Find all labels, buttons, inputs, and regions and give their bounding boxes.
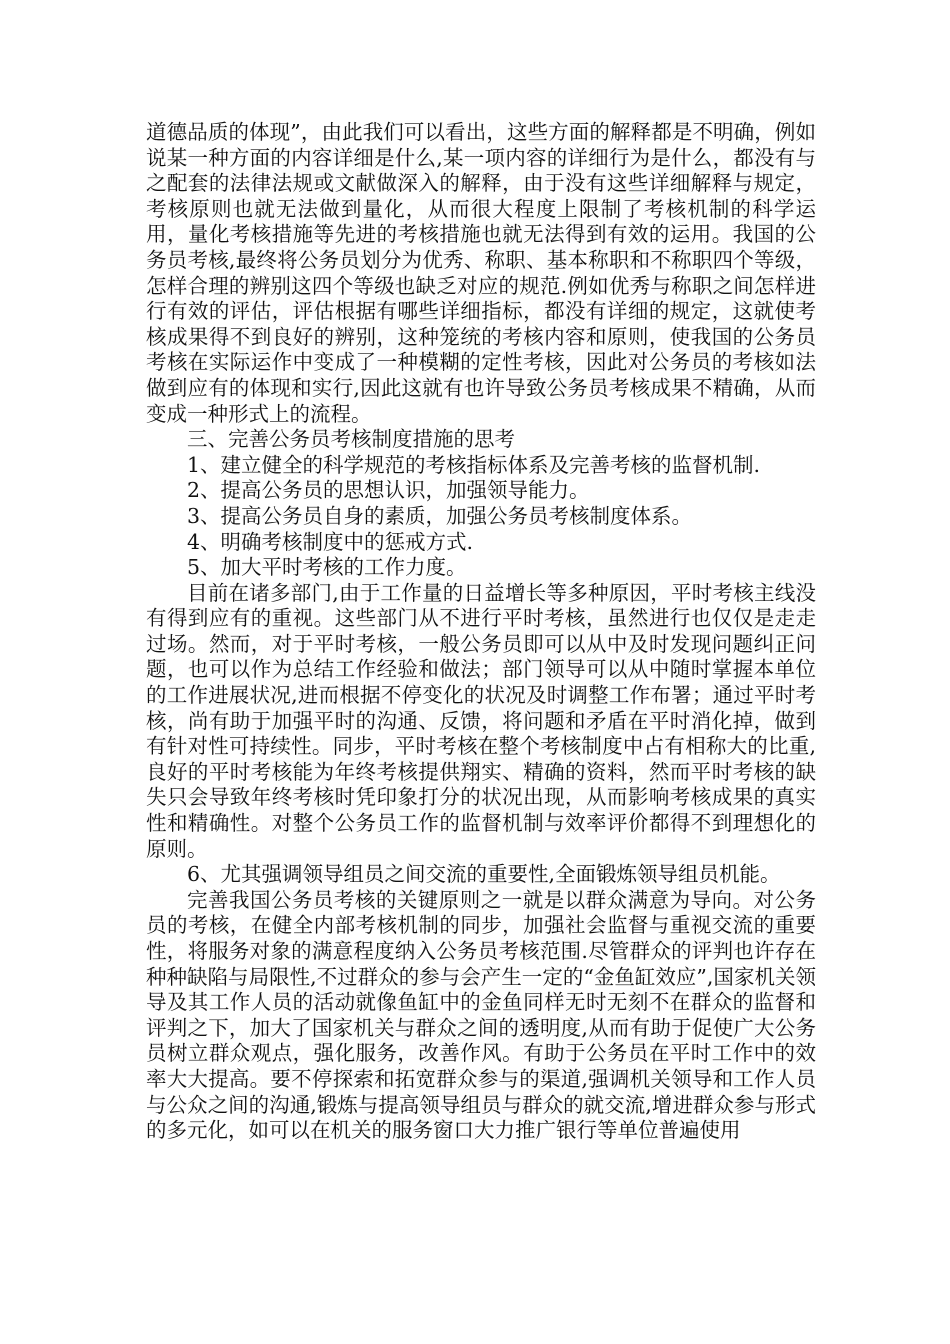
list-item: 3、提高公务员自身的素质，加强公务员考核制度体系。 <box>187 503 693 528</box>
list-item: 5、加大平时考核的工作力度。 <box>187 555 467 580</box>
list-item: 4、明确考核制度中的惩戒方式. <box>187 529 474 554</box>
list-item: 2、提高公务员的思想认识，加强领导能力。 <box>187 478 590 503</box>
paragraph: 目前在诸多部门,由于工作量的日益增长等多种原因，平时考核主线没有得到应有的重视。这些部门从不进行平时考核，虽然进行也仅仅是走走过场。然而，对于平时考核，一般公务员即可以从中及时发现问题纠正问题，也可以作为总结工作经验和做法；部门领导可以从中随时掌握本单位的工作进展状况,进而根据不停变化的状况及时调整工作布署；通过平时考核，尚有助于加强平时的沟通、反馈，将问题和矛盾在平时消化掉，做到有针对性可持续性。同步，平时考核在整个考核制度中占有相称大的比重,良好的平时考核能为年终考核提供翔实、精确的资料，然而平时考核的缺失只会导致年终考核时凭印象打分的状况出现，从而影响考核成果的真实性和精确性。对整个公务员工作的监督机制与效率评价都得不到理想化的原则。 <box>146 580 816 861</box>
list-item: 6、尤其强调领导组员之间交流的重要性,全面锻炼领导组员机能。 <box>187 862 781 887</box>
paragraph: 完善我国公务员考核的关键原则之一就是以群众满意为导向。对公务员的考核，在健全内部考核机制的同步，加强社会监督与重视交流的重要性，将服务对象的满意程度纳入公务员考核范围.尽管群众的评判也许存在种种缺陷与局限性,不过群众的参与会产生一定的“金鱼缸效应”,国家机关领导及其工作人员的活动就像鱼缸中的金鱼同样无时无刻不在群众的监督和评判之下，加大了国家机关与群众之间的透明度,从而有助于促使广大公务员树立群众观点，强化服务，改善作风。有助于公务员在平时工作中的效率大大提高。要不停探索和拓宽群众参与的渠道,强调机关领导和工作人员与公众之间的沟通,锻炼与提高领导组员与群众的就交流,增进群众参与形式的多元化，如可以在机关的服务窗口大力推广银行等单位普遍使用 <box>146 887 816 1143</box>
paragraph-continuation: 道德品质的体现”，由此我们可以看出，这些方面的解释都是不明确，例如说某一种方面的内容详细是什么,某一项内容的详细行为是什么，都没有与之配套的法律法规或文献做深入的解释，由于没有这些详细解释与规定，考核原则也就无法做到量化，从而很大程度上限制了考核机制的科学运用，量化考核措施等先进的考核措施也就无法得到有效的运用。我国的公务员考核,最终将公务员划分为优秀、称职、基本称职和不称职四个等级，怎样合理的辨别这四个等级也缺乏对应的规范.例如优秀与称职之间怎样进行有效的评估，评估根据有哪些详细指标，都没有详细的规定，这就使考核成果得不到良好的辨别，这种笼统的考核内容和原则，使我国的公务员考核在实际运作中变成了一种模糊的定性考核，因此对公务员的考核如法做到应有的体现和实行,因此这就有也许导致公务员考核成果不精确，从而变成一种形式上的流程。 <box>146 120 816 426</box>
document-body <box>146 120 816 1144</box>
section-heading: 三、完善公务员考核制度措施的思考 <box>187 427 515 452</box>
list-item: 1、建立健全的科学规范的考核指标体系及完善考核的监督机制. <box>187 452 761 477</box>
